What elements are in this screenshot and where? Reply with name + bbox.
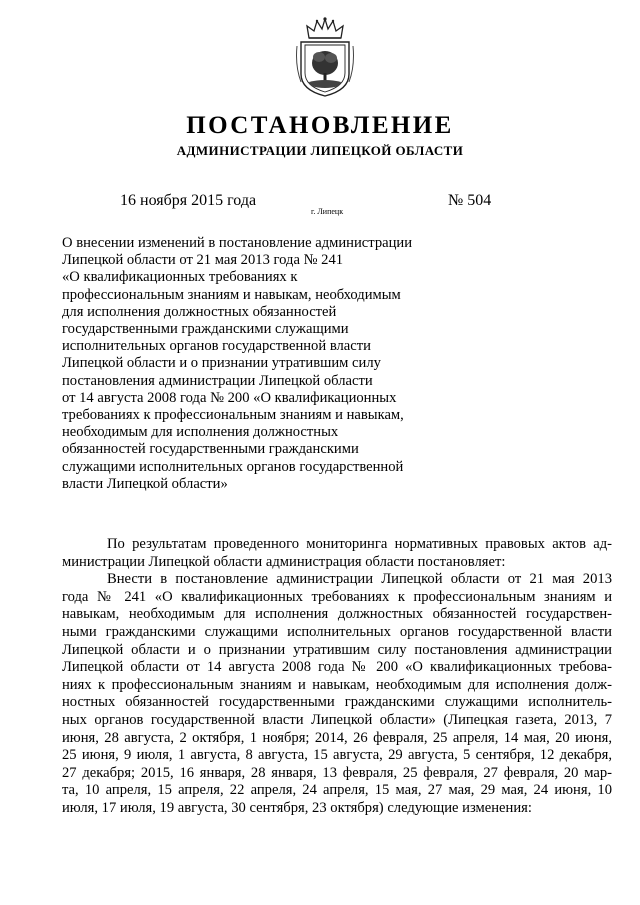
body-line: ностных обязанностей государственными гражданскими служащими исполнитель- [62, 694, 612, 711]
subject-line: профессиональным знаниям и навыкам, необходимым [62, 286, 401, 303]
document-subtitle: АДМИНИСТРАЦИИ ЛИПЕЦКОЙ ОБЛАСТИ [176, 143, 464, 158]
body-line: ными гражданскими служащими исполнительных органов государственной власти [62, 623, 612, 640]
body-line: навыкам, необходимым для исполнения должностных обязанностей государствен- [62, 606, 612, 623]
body-line: министрации Липецкой области администрация области постановляет: [62, 553, 506, 570]
subject-line: от 14 августа 2008 года № 200 «О квалификационных [62, 389, 397, 406]
document-subject [62, 235, 442, 493]
document-title: ПОСТАНОВЛЕНИЕ [186, 112, 454, 139]
body-line: года № 241 «О квалификационных требованиях к профессиональным знаниям и [62, 588, 612, 605]
body-line: По результатам проведенного мониторинга нормативных правовых актов ад- [107, 536, 612, 552]
body-line: июля, 17 июля, 19 августа, 30 сентября, 23 октября) следующие изменения: [62, 799, 532, 816]
document-number: № 504 [448, 192, 492, 209]
subject-line: постановления администрации Липецкой области [62, 372, 373, 389]
document-date: 16 ноября 2015 года [120, 192, 257, 209]
subject-line: «О квалификационных требованиях к [62, 269, 298, 286]
subject-line: государственными гражданскими служащими [62, 321, 349, 338]
document-city: г. Липецк [311, 207, 344, 216]
subject-line: требованиях к профессиональным знаниям и навыкам, [62, 407, 404, 424]
subject-line: Липецкой области и о признании утратившим силу [62, 355, 381, 372]
body-line: Внести в постановление администрации Липецкой области от 21 мая 2013 [107, 571, 612, 588]
subject-line: служащими исполнительных органов государственной [62, 458, 404, 475]
subject-line: необходимым для исполнения должностных [62, 424, 339, 441]
body-line: ных органов государственной власти Липецкой области» (Липецкая газета, 2013, 7 [62, 711, 612, 728]
body-line: 27 декабря; 2015, 16 января, 28 января, 13 февраля, 25 февраля, 27 февраля, 20 мар- [62, 764, 612, 781]
body-line: Липецкой области и о признании утратившим силу постановления администрации [62, 641, 612, 658]
subject-line: О внесении изменений в постановление администрации [62, 235, 413, 251]
body-line: ниях к профессиональным знаниям и навыкам, необходимым для исполнения долж- [62, 676, 612, 693]
body-line: июня, 28 августа, 2 октября, 1 ноября; 2014, 26 февраля, 25 апреля, 14 мая, 20 июня, [62, 729, 612, 746]
subject-line: власти Липецкой области» [62, 475, 228, 492]
body-line: та, 10 апреля, 15 апреля, 22 апреля, 24 апреля, 15 мая, 27 мая, 29 мая, 24 июня, 10 [62, 782, 612, 799]
document-body [62, 536, 612, 818]
subject-line: для исполнения должностных обязанностей [62, 303, 337, 320]
subject-line: исполнительных органов государственной власти [62, 338, 371, 355]
body-line: Липецкой области от 14 августа 2008 года № 200 «О квалификационных требова- [62, 659, 612, 676]
body-line: 25 июня, 9 июля, 1 августа, 8 августа, 15 августа, 29 августа, 5 сентября, 12 декабря, [62, 747, 612, 764]
subject-line: Липецкой области от 21 мая 2013 года № 241 [62, 252, 344, 269]
subject-line: обязанностей государственными гражданскими [62, 441, 359, 458]
coat-of-arms-icon [295, 16, 355, 98]
